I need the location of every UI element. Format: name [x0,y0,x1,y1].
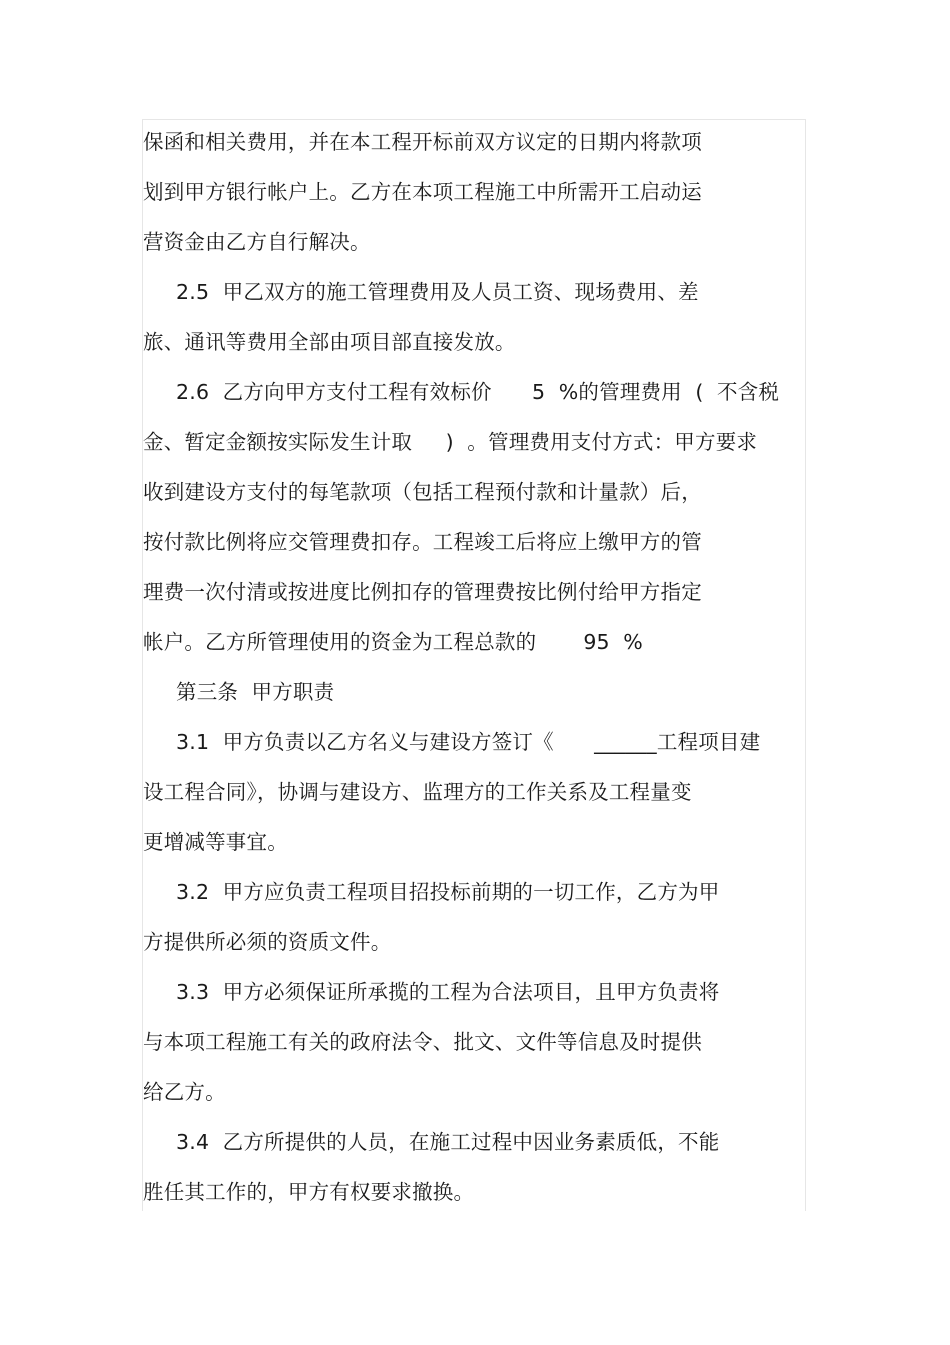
text-line: 划到甲方银行帐户上。乙方在本项工程施工中所需开工启动运 [143,180,702,204]
clause-2-5-line: 2.5 甲乙双方的施工管理费用及人员工资、现场费用、差 [176,280,699,304]
clause-2-6-line: 2.6 乙方向甲方支付工程有效标价 5 %的管理费用 ( 不含税 [176,380,780,404]
text-line: 按付款比例将应交管理费扣存。工程竣工后将应上缴甲方的管 [143,530,702,554]
clause-3-4-line: 3.4 乙方所提供的人员，在施工过程中因业务素质低，不能 [176,1130,720,1154]
text-line: 设工程合同》，协调与建设方、监理方的工作关系及工程量变 [143,780,692,804]
text-line: 营资金由乙方自行解决。 [143,230,371,254]
text-line: 金、暂定金额按实际发生计取 ) 。管理费用支付方式：甲方要求 [143,430,758,454]
text-line: 帐户。乙方所管理使用的资金为工程总款的 95 % [143,630,643,654]
text-line: 理费一次付清或按进度比例扣存的管理费按比例付给甲方指定 [143,580,702,604]
text-line: 给乙方。 [143,1080,226,1104]
clause-3-2-line: 3.2 甲方应负责工程项目招投标前期的一切工作，乙方为甲 [176,880,720,904]
text-line: 胜任其工作的，甲方有权要求撤换。 [143,1180,475,1204]
text-line: 保函和相关费用，并在本工程开标前双方议定的日期内将款项 [143,130,702,154]
text-line: 收到建设方支付的每笔款项（包括工程预付款和计量款）后， [143,480,702,504]
text-line: 与本项工程施工有关的政府法令、批文、文件等信息及时提供 [143,1030,702,1054]
text-line: 旅、通讯等费用全部由项目部直接发放。 [143,330,516,354]
section-heading: 第三条 甲方职责 [176,680,335,704]
text-line: 更增减等事宜。 [143,830,288,854]
clause-3-1-line: 3.1 甲方负责以乙方名义与建设方签订《 ______工程项目建 [176,730,761,754]
clause-3-3-line: 3.3 甲方必须保证所承揽的工程为合法项目，且甲方负责将 [176,980,720,1004]
text-line: 方提供所必须的资质文件。 [143,930,392,954]
